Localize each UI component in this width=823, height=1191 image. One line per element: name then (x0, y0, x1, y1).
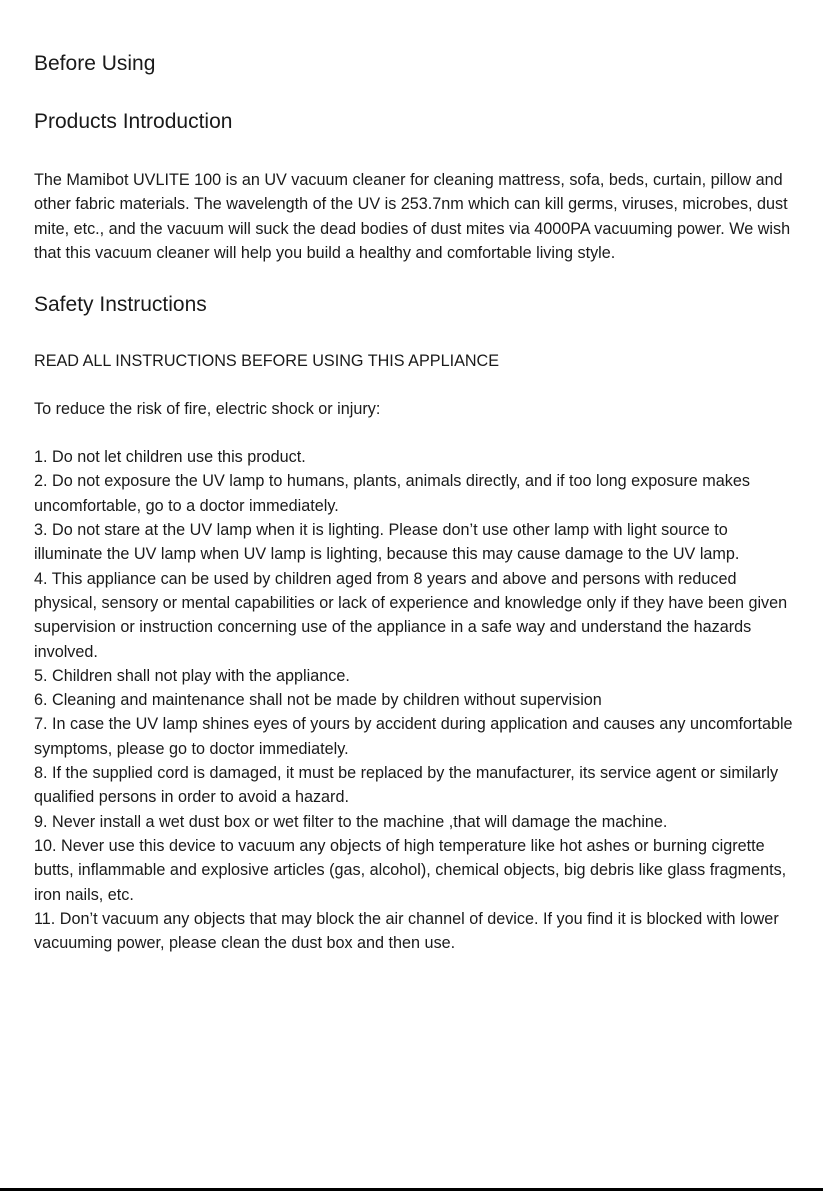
products-introduction-heading: Products Introduction (34, 110, 233, 133)
safety-instructions-heading: Safety Instructions (34, 293, 207, 317)
products-introduction-text: The Mamibot UVLITE 100 is an UV vacuum cleaner for cleaning mattress, sofa, beds, curtain, pillow and other fabric materials. The wavelength of the UV is 253.7nm which can kill germs, viruses, microbes, dust mite, etc., and the vacuum will suck the dead bodies of dust mites via 4000PA vacuuming power. We wish that this vacuum cleaner will help you build a healthy and comfortable living style. (34, 171, 791, 262)
list-item: 5. Children shall not play with the appliance. (34, 666, 350, 685)
list-item: 8. If the supplied cord is damaged, it must be replaced by the manufacturer, its service agent or similarly qualified persons in order to avoid a hazard. (34, 764, 779, 807)
list-item: 1. Do not let children use this product. (34, 448, 306, 467)
list-item: 7. In case the UV lamp shines eyes of yours by accident during application and causes any uncomfortable symptoms, please go to doctor immediately. (34, 715, 793, 758)
list-item: 9. Never install a wet dust box or wet filter to the machine ,that will damage the machine. (34, 812, 668, 831)
list-item: 3. Do not stare at the UV lamp when it is lighting. Please don’t use other lamp with light source to illuminate the UV lamp when UV lamp is lighting, because this may cause damage to the UV lamp. (34, 521, 740, 564)
list-item: 10. Never use this device to vacuum any objects of high temperature like hot ashes or burning cigrette butts, inflammable and explosive articles (gas, alcohol), chemical objects, big debris like glass fragments, iron nails, etc. (34, 836, 787, 904)
list-item: 4. This appliance can be used by children aged from 8 years and above and persons with reduced physical, sensory or mental capabilities or lack of experience and knowledge only if they have been given supervision or instruction concerning use of the appliance in a safe way and understand the hazards involved. (34, 569, 788, 661)
list-item: 2. Do not exposure the UV lamp to humans, plants, animals directly, and if too long exposure makes uncomfortable, go to a doctor immediately. (34, 472, 750, 515)
manual-page (34, 50, 794, 955)
list-item: 6. Cleaning and maintenance shall not be made by children without supervision (34, 691, 602, 710)
reduce-risk-text: To reduce the risk of fire, electric shock or injury: (34, 400, 381, 419)
list-item: 11. Don’t vacuum any objects that may block the air channel of device. If you find it is blocked with lower vacuuming power, please clean the dust box and then use. (34, 909, 779, 953)
safety-instructions-list (34, 445, 794, 955)
read-all-instructions-text: READ ALL INSTRUCTIONS BEFORE USING THIS APPLIANCE (34, 352, 500, 371)
before-using-heading: Before Using (34, 52, 156, 75)
